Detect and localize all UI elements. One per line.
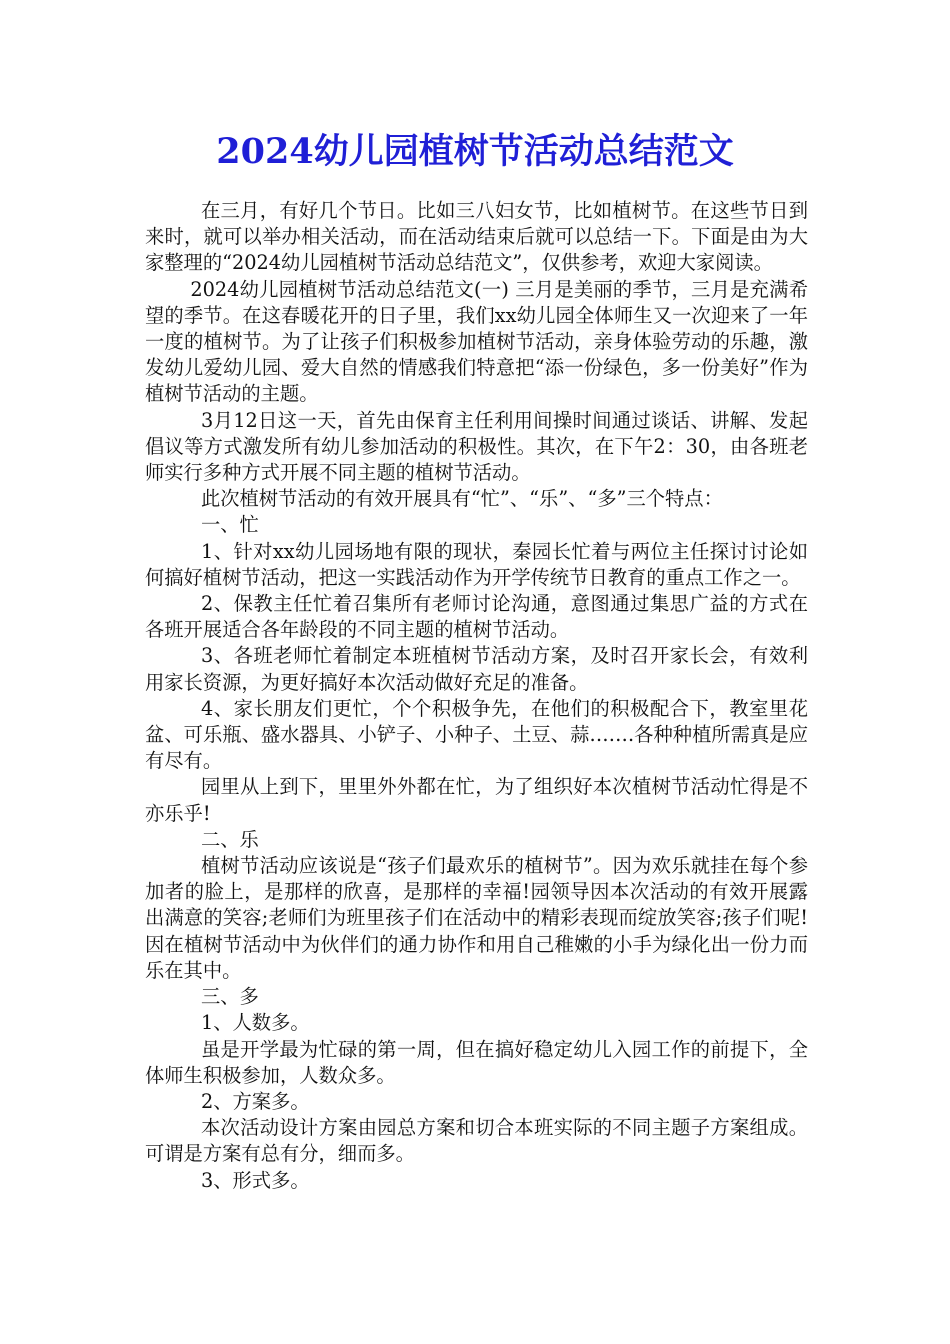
section-heading-many: 三、多 <box>200 985 259 1009</box>
document-title: 2024幼儿园植树节活动总结范文 <box>216 131 734 172</box>
paragraph-sample-one: 2024幼儿园植树节活动总结范文(一) 三月是美丽的季节，三月是充满希望的季节。在这春暖花开的日子里，我们xx幼儿园全体师生又一次迎来了一年一度的植树节。为了让孩子们积极参加植树节活动，亲身体验劳动的乐趣，激发幼儿爱幼儿园、爱大自然的情感我们特意把“添一份绿色，多一份美好”作为植树节活动的主题。 <box>145 277 808 406</box>
paragraph-many-people: 虽是开学最为忙碌的第一周，但在搞好稳定幼儿入园工作的前提下，全体师生积极参加，人数众多。 <box>145 1037 808 1087</box>
paragraph-march-12: 3月12日这一天，首先由保育主任利用间操时间通过谈话、讲解、发起倡议等方式激发所有幼儿参加活动的积极性。其次，在下午2：30，由各班老师实行多种方式开展不同主题的植树节活动。 <box>145 408 808 485</box>
subheading-many-forms: 3、形式多。 <box>200 1168 310 1192</box>
paragraph-busy-4: 4、家长朋友们更忙，个个积极争先，在他们的积极配合下，教室里花盆、可乐瓶、盛水器具、小铲子、小种子、土豆、蒜…….各种种植所需真是应有尽有。 <box>145 696 808 773</box>
paragraph-many-plans: 本次活动设计方案由园总方案和切合本班实际的不同主题子方案组成。可谓是方案有总有分，细而多。 <box>145 1116 808 1166</box>
subheading-many-people: 1、人数多。 <box>200 1011 310 1035</box>
paragraph-busy-3: 3、各班老师忙着制定本班植树节活动方案，及时召开家长会，有效利用家长资源，为更好搞好本次活动做好充足的准备。 <box>145 644 808 694</box>
section-heading-busy: 一、忙 <box>200 513 259 537</box>
paragraph-three-features: 此次植树节活动的有效开展具有“忙”、“乐”、“多”三个特点： <box>200 487 723 511</box>
paragraph-intro: 在三月，有好几个节日。比如三八妇女节，比如植树节。在这些节日到来时，就可以举办相关活动，而在活动结束后就可以总结一下。下面是由为大家整理的“2024幼儿园植树节活动总结范文”，仅供参考，欢迎大家阅读。 <box>145 199 808 275</box>
paragraph-busy-summary: 园里从上到下，里里外外都在忙，为了组织好本次植树节活动忙得是不亦乐乎! <box>145 775 808 825</box>
document-body <box>145 198 808 1194</box>
subheading-many-plans: 2、方案多。 <box>200 1089 310 1113</box>
paragraph-busy-1: 1、针对xx幼儿园场地有限的现状，秦园长忙着与两位主任探讨讨论如何搞好植树节活动，把这一实践活动作为开学传统节日教育的重点工作之一。 <box>145 539 808 589</box>
paragraph-joy: 植树节活动应该说是“孩子们最欢乐的植树节”。因为欢乐就挂在每个参加者的脸上，是那样的欣喜，是那样的幸福!园领导因本次活动的有效开展露出满意的笑容;老师们为班里孩子们在活动中的精彩表现而绽放笑容;孩子们呢!因在植树节活动中为伙伴们的通力协作和用自己稚嫩的小手为绿化出一份力而乐在其中。 <box>145 854 808 982</box>
paragraph-busy-2: 2、保教主任忙着召集所有老师讨论沟通，意图通过集思广益的方式在各班开展适合各年龄段的不同主题的植树节活动。 <box>145 592 808 642</box>
section-heading-joy: 二、乐 <box>200 827 259 851</box>
